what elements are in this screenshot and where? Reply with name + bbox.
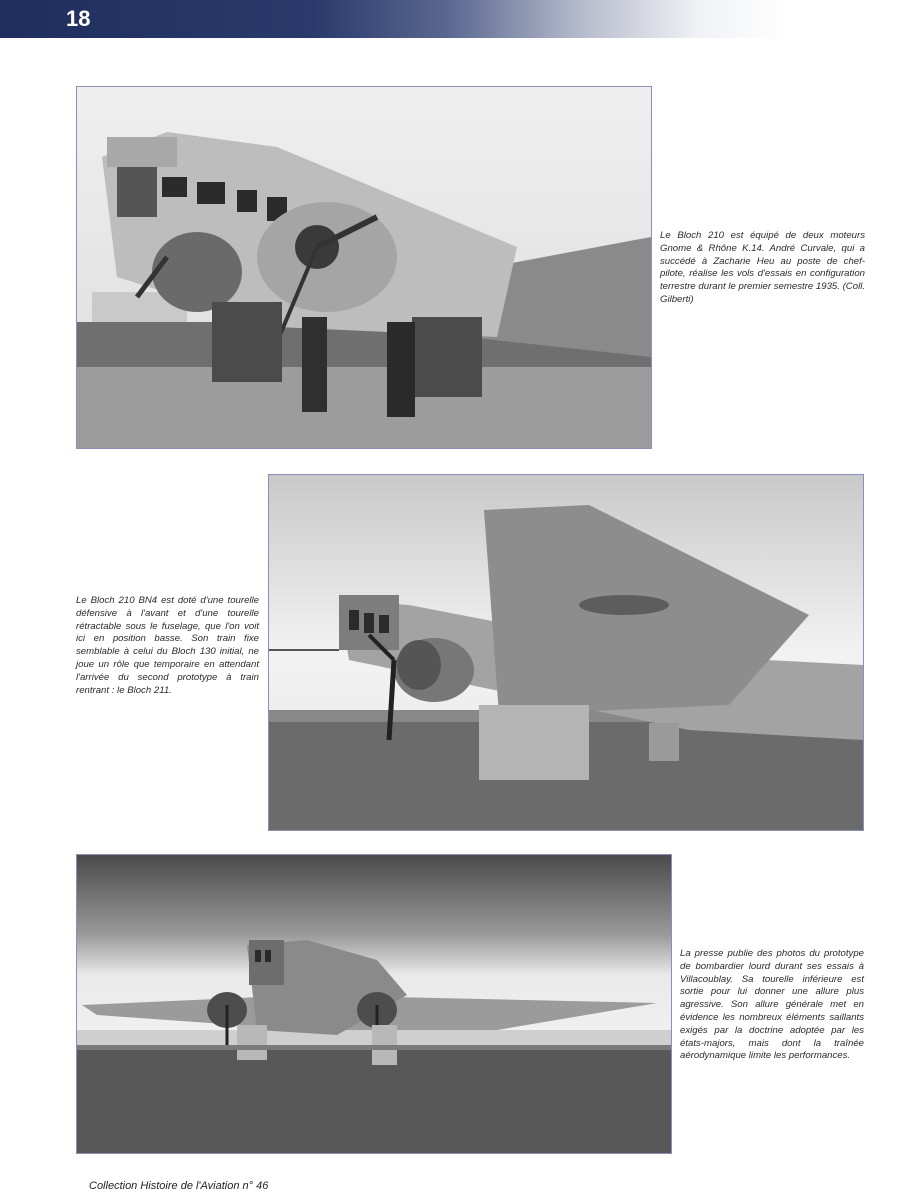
footer-text: Collection Histoire de l'Aviation n° 46: [89, 1180, 269, 1192]
photo-3: [76, 854, 672, 1154]
bloch-210-airfield-photo: [77, 855, 671, 1153]
bloch-210-front-photo: [77, 87, 651, 448]
caption-1: Le Bloch 210 est équipé de deux moteurs Gnome & Rhône K.14. André Curvale, qui a succédé à Zacharie Heu au poste de chef-pilote, réalise les vols d'essais en configuration terrestre durant le premier semestre 1935. (Coll. Gilberti): [660, 230, 865, 305]
photo-1: [76, 86, 652, 449]
page-number: 18: [66, 6, 91, 31]
header-band: [0, 0, 897, 38]
photo-2: [268, 474, 864, 831]
caption-3: La presse publie des photos du prototype de bombardier lourd durant ses essais à Villacoublay. Sa tourelle inférieure est sortie pour lui donner une allure plus agressive. Son allure générale met en évidence les nombreux éléments saillants exigés par la doctrine adoptée par les états-majors, mais dont la traînée aérodynamique limite les performances.: [680, 948, 864, 1062]
caption-2: Le Bloch 210 BN4 est doté d'une tourelle défensive à l'avant et d'une tourelle rétractable sous le fuselage, que l'on voit ici en position basse. Son train fixe semblable à celui du Bloch 130 initial, ne joue un rôle que temporaire en attendant l'arrivée du second prototype à train rentrant : le Bloch 211.: [76, 595, 259, 696]
bloch-210-bn4-photo: [269, 475, 863, 830]
